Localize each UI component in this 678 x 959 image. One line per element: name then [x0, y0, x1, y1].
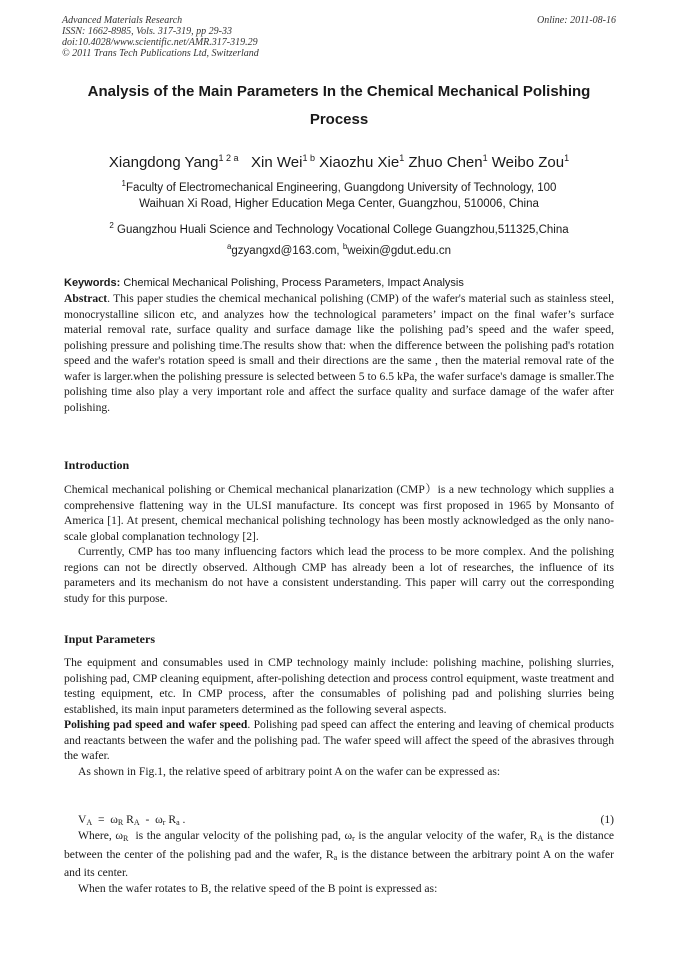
subsection-label: Polishing pad speed and wafer speed: [64, 718, 248, 731]
affiliation-1-line-2: [0, 197, 678, 211]
title-line-1: Analysis of the Main Parameters In the Chemical Mechanical Polishing: [87, 83, 591, 100]
input-paragraph-1: The equipment and consumables used in CMP technology mainly include: polishing machine, polishing slurries, polishing pad, CMP cleaning equipment, after-polishing detection and process control equipment, waste treatment and testing equipment, etc. In CMP process, after the consumables of polishing pad and polishing slurries being established, its main input parameters determined as the following several aspects.: [64, 656, 614, 716]
where-paragraph: Where, $\omega_R$ is the angular velocity of the polishing pad, $\omega_r$ is the angular velocity of the wafer, $R_A$ is the distance between the center of the polishing pad and the wafer, $R_a$ is the distance between the arbitrary point A on the wafer and its center.: [64, 829, 615, 879]
introduction-heading: Introduction: [64, 458, 130, 472]
paper-title: [40, 78, 638, 134]
email-b: weixin@gdut.edu.cn: [347, 245, 452, 257]
where-text: Where,: [78, 829, 112, 842]
email-a: gzyangxd@163.com,: [231, 245, 340, 257]
email-sup: a: [226, 242, 232, 251]
abstract: [64, 291, 614, 415]
input-parameters-body: [64, 655, 614, 779]
title-line-2: Process: [309, 111, 369, 128]
where-text: is the distance between the center of the polishing pad and the wafer,: [64, 829, 614, 861]
keywords-label: Keywords:: [64, 277, 121, 289]
affiliation-text: Guangzhou Huali Science and Technology Vocational College Guangzhou,511325,China: [117, 224, 569, 236]
author-sup: 1: [399, 153, 405, 163]
input-paragraph-3: As shown in Fig.1, the relative speed of arbitrary point A on the wafer can be expressed as:: [78, 764, 501, 778]
copyright-line: © 2011 Trans Tech Publications Ltd, Switzerland: [62, 48, 259, 59]
journal-name: Advanced Materials Research: [62, 15, 183, 26]
author-name: Xiaozhu Xie: [319, 154, 400, 171]
introduction-body: [64, 482, 614, 606]
keywords: [64, 276, 614, 290]
author-sup: 1 2 a: [218, 153, 239, 163]
where-text: is the angular velocity of the polishing pad,: [135, 829, 341, 842]
affiliation-text: Waihuan Xi Road, Higher Education Mega Center, Guangzhou, 510006, China: [139, 198, 539, 210]
affiliation-2: [0, 219, 678, 237]
equation-explanation: [64, 828, 614, 896]
input-paragraph-2: [64, 717, 614, 764]
affiliation-sup: 2: [109, 221, 114, 230]
intro-paragraph-1: Chemical mechanical polishing or Chemical mechanical planarization (CMP）is a new technology which supplies a comprehensive flattening way in the ULSI manufacture. Its concept was first proposed in 1965 by Monsanto of America [1]. At present, chemical mechanical polishing technology has been mostly acknowledged as the only nano-scale global complanation technology [2].: [64, 483, 614, 543]
input-paragraph-4: When the wafer rotates to B, the relative speed of the B point is expressed as:: [78, 881, 438, 895]
author-name: Zhuo Chen: [408, 154, 483, 171]
keywords-text: Chemical Mechanical Polishing, Process Parameters, Impact Analysis: [123, 277, 464, 289]
journal-header: [62, 15, 616, 59]
email-sup: b: [342, 242, 348, 251]
abstract-label: Abstract: [64, 292, 108, 305]
abstract-text: . This paper studies the chemical mechanical polishing (CMP) of the wafer's material such as stainless steel, monocrystalline silicon etc, and analyzes how the technological parameters’ impact on the final wafer’s surface material removal rate, surface quality and surface damage like the polishing pad’s speed and the wafer speed, polishing pressure and polishing time.The results show that: when the difference between the polishing pad's rotation speed and the wafer's rotation speed is small and their directions are the same , then the material removal rate of the wafer is larger.when the polishing pressure is selected between 5 to 6.5 kPa, the wafer surface's damage is smaller.The polishing time also play a very important role and affect the surface quality and surface damage of the wafer after polishing.: [64, 292, 614, 414]
author-sup: 1: [482, 153, 488, 163]
input-parameters-heading: Input Parameters: [64, 632, 155, 646]
author-name: Xin Wei: [251, 154, 303, 171]
author-name: Xiangdong Yang: [108, 154, 219, 171]
intro-paragraph-2: Currently, CMP has too many influencing factors which lead the process to be more complex. And the polishing regions can not be directly observed. Although CMP has already been a lot of researches, the influence of its parameters and its mechanism do not have a consistent understanding. This paper will carry out the corresponding study for this purpose.: [64, 545, 614, 605]
where-text: is the distance between the arbitrary point A on the wafer and its center.: [64, 847, 615, 879]
equation-number: (1): [600, 813, 614, 826]
affiliation-1-line-1: [0, 177, 678, 195]
issn-line: ISSN: 1662-8985, Vols. 317-319, pp 29-33: [62, 26, 232, 37]
author-name: Weibo Zou: [491, 154, 565, 171]
author-list: [0, 148, 678, 173]
doi-line: doi:10.4028/www.scientific.net/AMR.317-319.29: [62, 37, 258, 48]
author-emails: [0, 240, 678, 258]
affiliation-sup: 1: [121, 179, 126, 188]
online-date: Online: 2011-08-16: [537, 15, 616, 26]
equation-expression: $V_A = \omega_R$ $R_A - \omega_r$ $R_a$ .: [78, 813, 186, 827]
author-sup: 1 b: [302, 153, 315, 163]
input-paragraph-2-text: . Polishing pad speed can affect the entering and leaving of chemical products and reactants between the wafer and the polishing pad. The wafer speed will affect the speed of the abrasives through the wafer.: [64, 718, 615, 762]
affiliation-text: Faculty of Electromechanical Engineering, Guangdong University of Technology, 100: [126, 182, 557, 194]
author-sup: 1: [564, 153, 570, 163]
where-text: is the angular velocity of the wafer,: [358, 829, 527, 842]
